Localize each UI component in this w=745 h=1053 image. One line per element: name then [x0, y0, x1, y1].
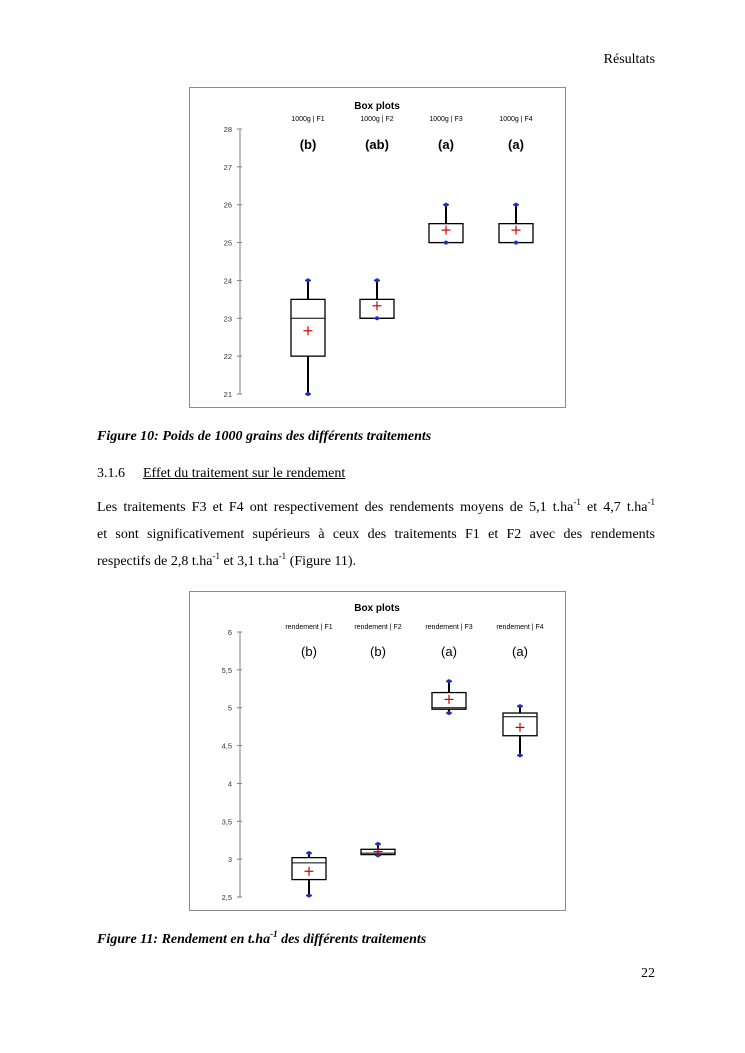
y-tick-label: 26 [223, 200, 232, 210]
y-tick-label: 2,5 [221, 893, 232, 902]
page-number: 22 [641, 966, 655, 981]
y-tick-label: 25 [223, 238, 232, 248]
figure-10-boxplot-svg [190, 88, 565, 407]
figure-10-chart [189, 87, 566, 408]
figure-11-boxplot-svg [190, 592, 565, 910]
category-label: rendement | F3 [425, 624, 473, 631]
figure-11-caption: Figure 11: Rendement en $t.ha^{-1}$ des différents traitements [97, 929, 427, 947]
category-label: rendement | F4 [496, 624, 544, 631]
section-number: 3.1.6 [97, 466, 125, 481]
significance-group-label: (b) [299, 137, 317, 152]
chart-title: Box plots [354, 603, 400, 614]
y-tick-label: 5,5 [221, 665, 232, 675]
paragraph-line-3: respectifs de 2,8 $t.ha^{-1}$ et 3,1 $t.ha^{-1}$ (Figure 11). [97, 551, 357, 569]
y-tick-label: 21 [223, 390, 232, 399]
y-tick-label: 4 [227, 779, 232, 789]
figure-10-caption: Figure 10: Poids de 1000 grains des différents traitements [97, 429, 432, 444]
y-tick-label: 27 [223, 162, 232, 172]
running-header: Résultats [603, 52, 655, 67]
paragraph-line-2: et sont significativement supérieurs à ceux des traitements F1 et F2 avec des rendements [97, 527, 655, 542]
category-label: 1000g | F2 [360, 116, 394, 123]
y-tick-label: 6 [227, 628, 232, 637]
significance-group-label: (a) [441, 644, 457, 659]
significance-group-label: (a) [438, 137, 454, 152]
y-tick-label: 5 [227, 703, 232, 713]
y-tick-label: 23 [223, 314, 232, 324]
category-label: 1000g | F1 [291, 116, 325, 123]
y-tick-label: 24 [223, 276, 232, 286]
significance-group-label: (b) [301, 644, 317, 659]
results-paragraph [97, 494, 655, 575]
significance-group-label: (b) [370, 644, 386, 659]
y-tick-label: 4,5 [221, 741, 232, 751]
y-tick-label: 22 [223, 352, 232, 362]
significance-group-label: (a) [508, 137, 524, 152]
category-label: 1000g | F3 [429, 116, 463, 123]
paragraph-line-1: Les traitements F3 et F4 ont respectivement des rendements moyens de 5,1 $t.ha^{-1}$ et 4,7 $t.ha^{-1}$ [97, 497, 655, 515]
category-label: 1000g | F4 [499, 116, 533, 123]
figure-11-chart [189, 591, 566, 911]
y-tick-label: 3,5 [221, 817, 232, 827]
significance-group-label: (ab) [365, 137, 389, 152]
category-label: rendement | F1 [285, 624, 333, 631]
chart-title: Box plots [354, 101, 400, 112]
section-title: Effet du traitement sur le rendement [143, 466, 346, 481]
y-tick-label: 3 [227, 855, 232, 865]
significance-group-label: (a) [512, 644, 528, 659]
y-tick-label: 28 [223, 125, 232, 134]
category-label: rendement | F2 [354, 624, 402, 631]
section-heading [97, 466, 345, 482]
